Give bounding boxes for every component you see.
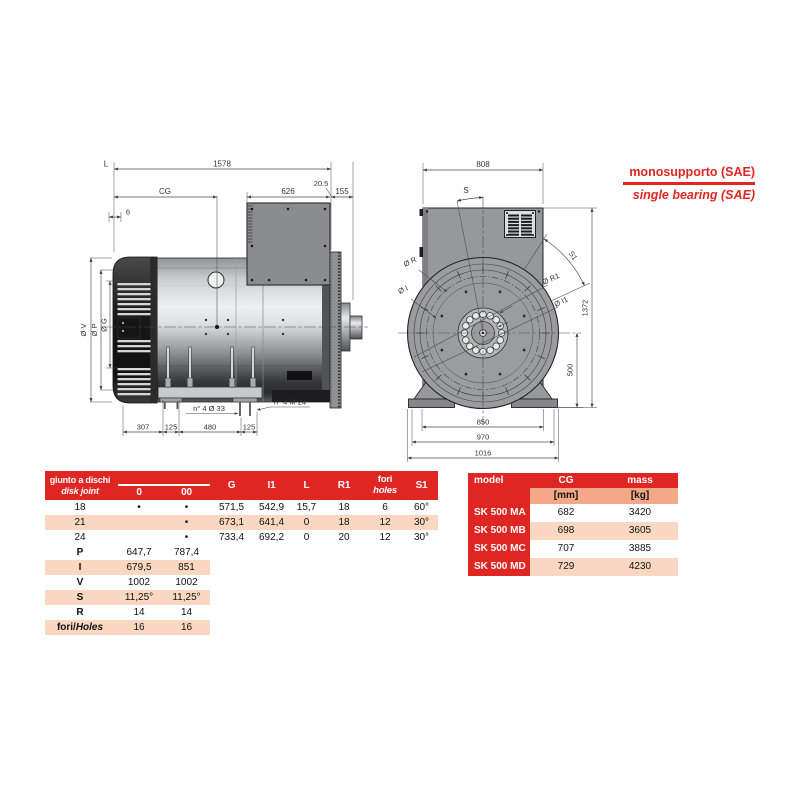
disk-cell-i1 xyxy=(253,620,290,635)
model-cell-cg: 707 xyxy=(557,543,575,554)
disk-cell-l xyxy=(290,605,323,620)
disk-cell-label xyxy=(45,515,115,530)
disk-cell-r1 xyxy=(323,590,365,605)
cg-point xyxy=(215,325,219,329)
col-disc0: 0 xyxy=(136,487,142,498)
dim-box-front-width: 808 xyxy=(476,160,490,169)
title-italian: giunto a dischi xyxy=(49,474,111,485)
air-outlet-grille xyxy=(505,211,536,238)
row-label: R xyxy=(76,607,84,618)
model-cell-model: SK 500 MA xyxy=(468,504,530,522)
row-label: 18 xyxy=(74,502,86,513)
model-cell-mass: 3605 xyxy=(602,522,678,540)
disk-cell-holes xyxy=(365,605,405,620)
disk-cell-label xyxy=(45,605,115,620)
dim-total-height: 1372 xyxy=(580,299,590,317)
disk-cell-l: 15,7 xyxy=(296,502,317,513)
model-cell-cg: 729 xyxy=(530,558,602,576)
model-table-units xyxy=(468,488,678,504)
disk-cell-g xyxy=(210,545,253,560)
disk-cell-r1 xyxy=(323,575,365,590)
header-underline xyxy=(118,484,210,486)
model-cell-model: SK 500 MC xyxy=(468,540,530,558)
col-s1: S1 xyxy=(415,480,428,491)
disk-cell-label xyxy=(45,560,115,575)
note-studs: n° 4 M 24 xyxy=(273,397,307,407)
dim-dia-p: Ø P xyxy=(90,323,99,337)
disk-cell-r1 xyxy=(323,545,365,560)
disk-cell-c0: 647,7 xyxy=(126,547,152,558)
label-monosupporto: monosupporto (SAE) xyxy=(629,165,755,179)
disk-cell-c00: • xyxy=(184,532,189,543)
disk-table-row xyxy=(45,590,438,605)
disk-cell-r1: 20 xyxy=(338,532,350,543)
col-mass: mass xyxy=(627,475,653,486)
dim-dia-v: Ø V xyxy=(79,323,88,337)
disk-cell-c0: 679,5 xyxy=(115,560,163,575)
dim-foot4: 125 xyxy=(242,422,256,432)
regulator-box xyxy=(118,318,140,338)
generator-front-view xyxy=(397,160,597,462)
disk-cell-l: 0 xyxy=(303,517,310,528)
note-base-holes: n° 4 Ø 33 xyxy=(193,404,225,413)
disk-cell-label xyxy=(45,530,115,545)
model-table-row xyxy=(468,558,678,576)
disk-cell-g xyxy=(210,560,253,575)
disk-cell-g: 571,5 xyxy=(218,502,245,513)
bearing-type-label xyxy=(623,164,755,203)
dim-dia-r: Ø R xyxy=(401,254,418,269)
disk-cell-r1 xyxy=(323,620,365,635)
dim-angle-s: S xyxy=(463,186,469,195)
disk-cell-holes xyxy=(365,545,405,560)
disk-cell-label xyxy=(45,620,115,635)
row-label: I xyxy=(78,562,82,573)
model-table-row xyxy=(468,504,678,522)
mounting-base xyxy=(158,387,262,398)
dim-box-width: 626 xyxy=(281,187,295,196)
disk-table-header xyxy=(45,471,438,500)
disk-cell-c0 xyxy=(115,530,163,545)
disk-table-row xyxy=(45,515,438,530)
unit-mm: [mm] xyxy=(530,488,602,504)
disk-cell-i1: 542,9 xyxy=(258,502,285,513)
disk-cell-holes: 12 xyxy=(379,517,391,528)
disk-table-row xyxy=(45,620,438,635)
disk-cell-c0: 14 xyxy=(133,607,145,618)
disk-cell-l xyxy=(290,560,323,575)
disk-cell-l: 0 xyxy=(303,532,310,543)
dim-foot1: 307 xyxy=(136,422,150,432)
model-table-header xyxy=(468,473,678,488)
disk-cell-g: 673,1 xyxy=(218,517,245,528)
disk-cell-c00: 14 xyxy=(180,607,193,618)
model-cell-model: SK 500 MB xyxy=(468,522,530,540)
disk-cell-c0: 16 xyxy=(115,620,163,635)
disk-table-row xyxy=(45,575,438,590)
dim-l-label: L xyxy=(103,159,109,169)
model-cell-cg: 682 xyxy=(557,507,575,518)
dim-feet-span1: 850 xyxy=(476,417,490,427)
col-model: model xyxy=(474,475,504,486)
row-label: V xyxy=(76,577,84,588)
dim-foot2: 125 xyxy=(164,422,178,432)
model-table-body xyxy=(468,504,678,576)
dim-dia-g: Ø G xyxy=(99,318,109,332)
disk-cell-label xyxy=(45,545,115,560)
title-english: disk joint xyxy=(61,485,99,496)
disk-cell-holes xyxy=(365,620,405,635)
disk-cell-holes xyxy=(365,590,405,605)
disk-cell-g: 733,4 xyxy=(218,532,245,543)
disk-cell-c00: • xyxy=(184,502,189,513)
disk-table-row xyxy=(45,560,438,575)
disk-cell-g xyxy=(210,620,253,635)
fori-italian: fori xyxy=(377,473,393,485)
dim-cg: CG xyxy=(159,187,171,196)
terminal-box-side xyxy=(247,203,330,285)
disk-cell-r1: 18 xyxy=(338,517,350,528)
dim-dia-r1: Ø R1 xyxy=(541,270,561,287)
col-r1: R1 xyxy=(337,480,351,491)
disk-cell-c0 xyxy=(115,515,163,530)
disk-cell-holes: 12 xyxy=(379,532,391,543)
disk-cell-s1: 30° xyxy=(413,532,430,543)
row-label: 24 xyxy=(74,532,86,543)
disk-cell-g xyxy=(210,605,253,620)
label-single-bearing: single bearing (SAE) xyxy=(632,187,755,202)
row-label-italic: Holes xyxy=(75,622,104,633)
model-cell-model: SK 500 MD xyxy=(468,558,530,576)
disk-cell-i1 xyxy=(253,560,290,575)
disk-cell-r1 xyxy=(323,560,365,575)
disk-cell-i1: 641,4 xyxy=(258,517,285,528)
unit-kg: [kg] xyxy=(602,488,678,504)
disk-cell-c00: 787,4 xyxy=(173,547,200,558)
dim-dia-i1: Ø I1 xyxy=(552,294,570,309)
col-g: G xyxy=(227,480,236,491)
disk-table-row xyxy=(45,530,438,545)
disk-cell-l xyxy=(290,575,323,590)
disk-cell-s1 xyxy=(405,575,438,590)
row-label: 21 xyxy=(74,517,86,528)
row-label: fori/ xyxy=(56,622,76,633)
dim-axis-height: 500 xyxy=(565,363,575,377)
disk-cell-i1 xyxy=(253,605,290,620)
dim-dia-i: Ø I xyxy=(396,283,410,296)
disk-cell-i1: 692,2 xyxy=(258,532,285,543)
disk-cell-c0: 1002 xyxy=(127,577,151,588)
disk-cell-l xyxy=(290,620,323,635)
disk-table-row xyxy=(45,605,438,620)
col-cg: CG xyxy=(558,475,574,486)
disk-cell-holes xyxy=(365,560,405,575)
row-label: P xyxy=(76,547,84,558)
disk-joint-table xyxy=(45,471,438,635)
disk-table-row xyxy=(45,500,438,515)
disk-cell-s1 xyxy=(405,560,438,575)
col-i1: I1 xyxy=(267,480,276,491)
disk-table-row xyxy=(45,545,438,560)
disk-cell-s1 xyxy=(405,620,438,635)
disk-table-body xyxy=(45,500,438,635)
disk-cell-s1 xyxy=(405,590,438,605)
brand-divider xyxy=(623,182,755,185)
dim-gap: 20.5 xyxy=(313,179,329,188)
unit-spacer xyxy=(468,488,530,504)
disk-cell-l xyxy=(290,545,323,560)
dim-angle-s1: S1 xyxy=(566,249,580,262)
col-l: L xyxy=(303,480,310,491)
disk-cell-label xyxy=(45,500,115,515)
lifting-eye xyxy=(208,272,224,288)
model-table-row xyxy=(468,540,678,558)
dim-feet-span2: 970 xyxy=(476,432,490,442)
disk-cell-g xyxy=(210,590,253,605)
disk-cell-c0: 11,25° xyxy=(115,590,163,605)
disk-cell-c00: 1002 xyxy=(175,577,198,588)
disk-cell-label xyxy=(45,590,115,605)
dim-overall-length: 1578 xyxy=(213,159,231,169)
disk-cell-s1: 60° xyxy=(413,502,430,513)
dim-foot3: 480 xyxy=(203,422,217,432)
disk-table-title xyxy=(45,475,115,497)
dim-offset: 6 xyxy=(125,207,131,217)
disk-cell-s1 xyxy=(405,545,438,560)
disk-cell-c00: 16 xyxy=(163,620,210,635)
col-fori xyxy=(365,475,405,497)
model-cell-cg: 698 xyxy=(530,522,602,540)
disk-cell-l xyxy=(290,590,323,605)
disk-cell-i1 xyxy=(253,545,290,560)
disk-cell-c0: • xyxy=(137,502,141,513)
col-disc00: 00 xyxy=(181,487,192,498)
disk-cell-s1 xyxy=(405,605,438,620)
shaft xyxy=(350,316,362,339)
disk-cell-holes xyxy=(365,575,405,590)
disk-cell-i1 xyxy=(253,590,290,605)
disk-cell-label xyxy=(45,575,115,590)
disk-cell-s1: 30° xyxy=(413,517,430,528)
dim-base-width: 1016 xyxy=(474,448,492,458)
row-label: S xyxy=(76,592,84,603)
model-table-row xyxy=(468,522,678,540)
dim-flange-depth: 155 xyxy=(335,187,349,196)
disk-cell-r1: 18 xyxy=(338,502,350,513)
disk-cell-i1 xyxy=(253,575,290,590)
disk-cell-c00: 11,25° xyxy=(163,590,210,605)
model-cell-mass: 3420 xyxy=(628,507,652,518)
model-cell-mass: 3885 xyxy=(628,543,652,554)
disk-cell-holes: 6 xyxy=(382,502,388,513)
disk-cell-g xyxy=(210,575,253,590)
model-table xyxy=(468,473,678,576)
disk-cell-c00: • xyxy=(184,517,189,528)
disk-cell-r1 xyxy=(323,605,365,620)
generator-side-view xyxy=(79,160,368,437)
fori-english: holes xyxy=(373,484,397,496)
disk-cell-c00: 851 xyxy=(163,560,210,575)
model-cell-mass: 4230 xyxy=(602,558,678,576)
